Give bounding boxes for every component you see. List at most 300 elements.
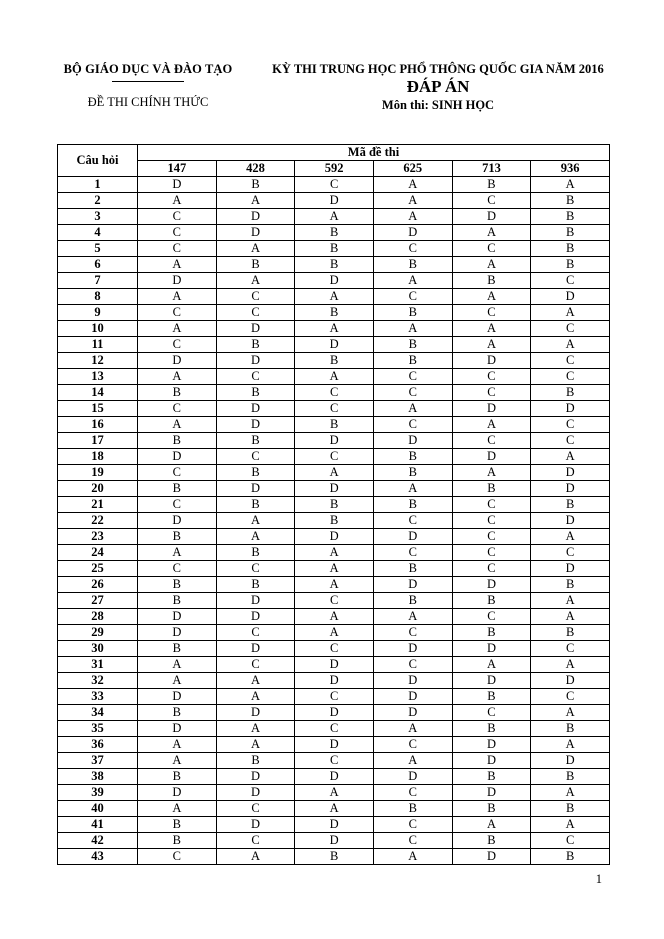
answer-cell: B [452, 273, 531, 289]
table-row [58, 705, 610, 721]
answer-cell: B [531, 849, 610, 865]
answer-cell: A [216, 849, 295, 865]
answer-cell: D [138, 609, 217, 625]
answer-cell: D [216, 609, 295, 625]
answer-cell: A [295, 625, 374, 641]
table-row [58, 481, 610, 497]
answer-cell: A [452, 657, 531, 673]
answer-cell: C [138, 337, 217, 353]
exam-code-header: Mã đề thi [138, 145, 610, 161]
answer-cell: D [138, 353, 217, 369]
answer-cell: C [216, 657, 295, 673]
answer-cell: A [295, 289, 374, 305]
answer-cell: D [138, 273, 217, 289]
answer-cell: A [138, 417, 217, 433]
answer-cell: C [373, 817, 452, 833]
answer-cell: B [138, 833, 217, 849]
answer-cell: D [216, 593, 295, 609]
table-row [58, 353, 610, 369]
answer-cell: D [216, 641, 295, 657]
answer-cell: D [295, 657, 374, 673]
answer-cell: B [295, 353, 374, 369]
answer-cell: D [452, 449, 531, 465]
header-left [48, 62, 248, 110]
answer-cell: D [452, 353, 531, 369]
answer-cell: D [216, 321, 295, 337]
answer-cell: B [452, 177, 531, 193]
answer-cell: C [138, 465, 217, 481]
answer-cell: A [373, 321, 452, 337]
answer-cell: B [531, 193, 610, 209]
answer-cell: C [531, 689, 610, 705]
table-row [58, 449, 610, 465]
answer-cell: A [452, 337, 531, 353]
answer-cell: A [295, 577, 374, 593]
answer-cell: A [138, 369, 217, 385]
answer-cell: C [452, 529, 531, 545]
question-number: 32 [58, 673, 138, 689]
answer-cell: A [452, 257, 531, 273]
answer-cell: C [295, 641, 374, 657]
table-row [58, 513, 610, 529]
table-row [58, 593, 610, 609]
answer-cell: A [373, 209, 452, 225]
answer-cell: B [138, 481, 217, 497]
answer-cell: C [138, 209, 217, 225]
answer-cell: B [531, 241, 610, 257]
question-number: 43 [58, 849, 138, 865]
answer-cell: B [138, 385, 217, 401]
answer-cell: D [531, 753, 610, 769]
answer-title: ĐÁP ÁN [406, 77, 470, 96]
table-row [58, 225, 610, 241]
table-row [58, 657, 610, 673]
question-number: 22 [58, 513, 138, 529]
answer-cell: A [531, 817, 610, 833]
answer-cell: C [452, 513, 531, 529]
answer-cell: A [373, 849, 452, 865]
question-column-header: Câu hỏi [58, 145, 138, 177]
answer-cell: C [216, 833, 295, 849]
question-number: 37 [58, 753, 138, 769]
table-row [58, 177, 610, 193]
answer-cell: A [531, 305, 610, 321]
question-number: 18 [58, 449, 138, 465]
question-number: 39 [58, 785, 138, 801]
answer-cell: C [216, 305, 295, 321]
question-number: 12 [58, 353, 138, 369]
answer-cell: A [531, 529, 610, 545]
answer-cell: D [452, 785, 531, 801]
answer-cell: C [452, 385, 531, 401]
answer-cell: C [138, 561, 217, 577]
question-number: 41 [58, 817, 138, 833]
question-number: 2 [58, 193, 138, 209]
answer-cell: A [531, 337, 610, 353]
table-row [58, 321, 610, 337]
answer-cell: B [295, 225, 374, 241]
answer-cell: A [373, 401, 452, 417]
answer-cell: C [531, 833, 610, 849]
question-number: 28 [58, 609, 138, 625]
answer-cell: C [373, 289, 452, 305]
answer-cell: B [295, 257, 374, 273]
answer-cell: C [452, 305, 531, 321]
answer-cell: B [216, 545, 295, 561]
answer-cell: D [531, 561, 610, 577]
answer-cell: A [531, 449, 610, 465]
question-number: 33 [58, 689, 138, 705]
answer-cell: C [138, 401, 217, 417]
answer-cell: A [138, 289, 217, 305]
answer-cell: A [452, 817, 531, 833]
answer-cell: C [373, 785, 452, 801]
answer-cell: D [216, 705, 295, 721]
answer-cell: D [373, 529, 452, 545]
answer-cell: A [452, 321, 531, 337]
answer-cell: C [373, 369, 452, 385]
answer-cell: D [373, 673, 452, 689]
answer-cell: B [452, 625, 531, 641]
answer-cell: B [216, 257, 295, 273]
question-number: 30 [58, 641, 138, 657]
answer-cell: A [373, 609, 452, 625]
answer-cell: B [452, 689, 531, 705]
question-number: 23 [58, 529, 138, 545]
answer-cell: B [295, 305, 374, 321]
answer-cell: B [373, 305, 452, 321]
question-number: 24 [58, 545, 138, 561]
answer-cell: A [216, 529, 295, 545]
answer-cell: D [295, 673, 374, 689]
question-number: 4 [58, 225, 138, 241]
question-number: 38 [58, 769, 138, 785]
table-row [58, 785, 610, 801]
answer-cell: B [531, 385, 610, 401]
answer-cell: B [373, 337, 452, 353]
table-row [58, 337, 610, 353]
question-number: 10 [58, 321, 138, 337]
question-number: 40 [58, 801, 138, 817]
exam-code-592: 592 [295, 161, 374, 177]
answer-cell: D [452, 849, 531, 865]
answer-cell: B [373, 593, 452, 609]
answer-cell: B [531, 721, 610, 737]
answer-cell: C [452, 497, 531, 513]
answer-cell: D [531, 513, 610, 529]
answer-cell: B [531, 801, 610, 817]
answer-cell: D [216, 785, 295, 801]
answer-cell: C [531, 417, 610, 433]
answer-cell: D [373, 433, 452, 449]
answer-cell: A [138, 673, 217, 689]
answer-cell: A [295, 785, 374, 801]
question-number: 42 [58, 833, 138, 849]
answer-cell: A [531, 737, 610, 753]
answer-cell: A [216, 737, 295, 753]
question-number: 26 [58, 577, 138, 593]
answer-cell: A [216, 273, 295, 289]
answer-cell: C [452, 705, 531, 721]
answer-cell: D [452, 401, 531, 417]
answer-cell: D [531, 673, 610, 689]
answer-cell: B [452, 721, 531, 737]
answer-cell: D [295, 529, 374, 545]
table-row [58, 753, 610, 769]
answer-cell: B [138, 593, 217, 609]
answer-cell: B [138, 641, 217, 657]
answer-cell: D [295, 273, 374, 289]
answer-cell: C [531, 433, 610, 449]
question-number: 8 [58, 289, 138, 305]
answer-cell: C [373, 737, 452, 753]
answer-cell: C [216, 289, 295, 305]
answer-cell: D [138, 449, 217, 465]
subject-label: Môn thi: SINH HỌC [381, 98, 495, 112]
exam-code-713: 713 [452, 161, 531, 177]
answer-cell: D [295, 769, 374, 785]
table-row [58, 369, 610, 385]
table-row [58, 257, 610, 273]
answer-cell: D [216, 353, 295, 369]
answer-cell: A [452, 465, 531, 481]
answer-cell: D [216, 481, 295, 497]
question-number: 14 [58, 385, 138, 401]
answer-cell: D [531, 401, 610, 417]
answer-cell: A [295, 609, 374, 625]
answer-cell: D [138, 785, 217, 801]
answer-cell: B [531, 625, 610, 641]
answer-cell: B [216, 337, 295, 353]
answer-cell: A [373, 193, 452, 209]
answer-cell: C [452, 545, 531, 561]
answer-cell: B [295, 849, 374, 865]
answer-cell: A [373, 721, 452, 737]
table-row [58, 193, 610, 209]
answer-cell: B [295, 241, 374, 257]
answer-table-body [58, 177, 610, 865]
answer-cell: D [216, 817, 295, 833]
answer-cell: D [295, 193, 374, 209]
question-number: 17 [58, 433, 138, 449]
answer-cell: D [452, 577, 531, 593]
answer-cell: C [531, 545, 610, 561]
answer-cell: D [373, 641, 452, 657]
answer-cell: B [295, 417, 374, 433]
answer-cell: D [373, 689, 452, 705]
answer-cell: A [138, 657, 217, 673]
question-number: 6 [58, 257, 138, 273]
answer-cell: D [216, 417, 295, 433]
answer-cell: C [452, 433, 531, 449]
answer-cell: B [531, 577, 610, 593]
answer-cell: B [138, 705, 217, 721]
answer-cell: D [452, 641, 531, 657]
answer-cell: B [531, 225, 610, 241]
answer-cell: D [373, 769, 452, 785]
question-number: 21 [58, 497, 138, 513]
answer-cell: B [531, 257, 610, 273]
table-row [58, 689, 610, 705]
answer-cell: D [531, 481, 610, 497]
table-row [58, 305, 610, 321]
answer-cell: B [452, 481, 531, 497]
answer-cell: A [295, 801, 374, 817]
answer-cell: A [295, 369, 374, 385]
header-right [248, 62, 628, 113]
question-number: 1 [58, 177, 138, 193]
answer-cell: C [295, 385, 374, 401]
answer-cell: A [373, 753, 452, 769]
answer-cell: C [138, 305, 217, 321]
answer-cell: A [138, 753, 217, 769]
official-exam-label: ĐỀ THI CHÍNH THỨC [87, 95, 209, 109]
answer-cell: D [138, 689, 217, 705]
answer-cell: A [531, 609, 610, 625]
answer-cell: C [138, 497, 217, 513]
answer-cell: A [138, 545, 217, 561]
answer-cell: B [531, 769, 610, 785]
answer-cell: A [295, 545, 374, 561]
answer-cell: D [295, 833, 374, 849]
question-number: 5 [58, 241, 138, 257]
answer-cell: C [295, 177, 374, 193]
answer-cell: C [295, 689, 374, 705]
answer-cell: A [531, 705, 610, 721]
answer-cell: B [216, 465, 295, 481]
answer-cell: B [452, 833, 531, 849]
answer-cell: B [138, 433, 217, 449]
answer-cell: C [295, 401, 374, 417]
answer-cell: B [531, 209, 610, 225]
answer-cell: C [373, 513, 452, 529]
answer-cell: C [452, 193, 531, 209]
answer-cell: A [452, 417, 531, 433]
table-row [58, 545, 610, 561]
answer-cell: C [373, 833, 452, 849]
answer-cell: C [373, 385, 452, 401]
question-number: 13 [58, 369, 138, 385]
answer-cell: A [452, 289, 531, 305]
answer-cell: D [452, 209, 531, 225]
answer-cell: D [216, 401, 295, 417]
answer-cell: D [295, 705, 374, 721]
table-row [58, 273, 610, 289]
ministry-name: BỘ GIÁO DỤC VÀ ĐÀO TẠO [63, 62, 233, 76]
answer-cell: A [216, 721, 295, 737]
answer-cell: C [138, 241, 217, 257]
answer-cell: D [295, 337, 374, 353]
answer-cell: D [138, 721, 217, 737]
answer-cell: A [531, 785, 610, 801]
exam-code-row [58, 161, 610, 177]
answer-cell: D [295, 817, 374, 833]
answer-cell: D [216, 225, 295, 241]
answer-cell: A [138, 257, 217, 273]
answer-cell: C [373, 657, 452, 673]
answer-cell: D [452, 753, 531, 769]
question-number: 16 [58, 417, 138, 433]
answer-cell: B [373, 801, 452, 817]
answer-cell: C [452, 609, 531, 625]
answer-cell: A [531, 593, 610, 609]
header-divider [112, 81, 184, 82]
table-row [58, 289, 610, 305]
answer-cell: D [295, 433, 374, 449]
answer-cell: A [373, 273, 452, 289]
answer-cell: B [138, 817, 217, 833]
answer-cell: B [373, 497, 452, 513]
answer-cell: D [452, 737, 531, 753]
answer-cell: C [373, 241, 452, 257]
exam-code-936: 936 [531, 161, 610, 177]
question-number: 15 [58, 401, 138, 417]
table-row [58, 609, 610, 625]
page-number: 1 [595, 872, 602, 886]
table-row [58, 801, 610, 817]
answer-cell: C [531, 369, 610, 385]
answer-cell: A [138, 801, 217, 817]
answer-cell: A [373, 481, 452, 497]
answer-cell: D [138, 513, 217, 529]
answer-cell: C [138, 849, 217, 865]
question-number: 27 [58, 593, 138, 609]
answer-cell: A [531, 657, 610, 673]
answer-cell: A [295, 465, 374, 481]
table-row [58, 673, 610, 689]
answer-cell: A [373, 177, 452, 193]
question-number: 36 [58, 737, 138, 753]
answer-cell: D [373, 225, 452, 241]
answer-cell: B [373, 257, 452, 273]
answer-cell: A [295, 321, 374, 337]
answer-cell: C [216, 449, 295, 465]
answer-cell: C [138, 225, 217, 241]
answer-cell: B [373, 465, 452, 481]
table-row [58, 625, 610, 641]
answer-cell: B [531, 497, 610, 513]
question-number: 34 [58, 705, 138, 721]
table-row [58, 577, 610, 593]
question-number: 11 [58, 337, 138, 353]
answer-cell: A [138, 321, 217, 337]
question-number: 29 [58, 625, 138, 641]
answer-cell: C [452, 369, 531, 385]
table-row [58, 849, 610, 865]
answer-cell: A [531, 177, 610, 193]
answer-cell: A [216, 673, 295, 689]
answer-cell: D [138, 177, 217, 193]
answer-cell: D [531, 289, 610, 305]
exam-code-428: 428 [216, 161, 295, 177]
table-row [58, 465, 610, 481]
answer-cell: B [216, 177, 295, 193]
answer-cell: C [295, 721, 374, 737]
table-row [58, 385, 610, 401]
answer-cell: B [138, 577, 217, 593]
question-number: 25 [58, 561, 138, 577]
exam-title: KỲ THI TRUNG HỌC PHỔ THÔNG QUỐC GIA NĂM 2016 [272, 62, 604, 76]
answer-cell: B [373, 353, 452, 369]
table-row [58, 209, 610, 225]
answer-cell: A [452, 225, 531, 241]
answer-cell: D [138, 625, 217, 641]
table-row [58, 417, 610, 433]
answer-cell: A [295, 561, 374, 577]
answer-cell: D [452, 673, 531, 689]
answer-cell: C [531, 321, 610, 337]
answer-cell: C [216, 625, 295, 641]
